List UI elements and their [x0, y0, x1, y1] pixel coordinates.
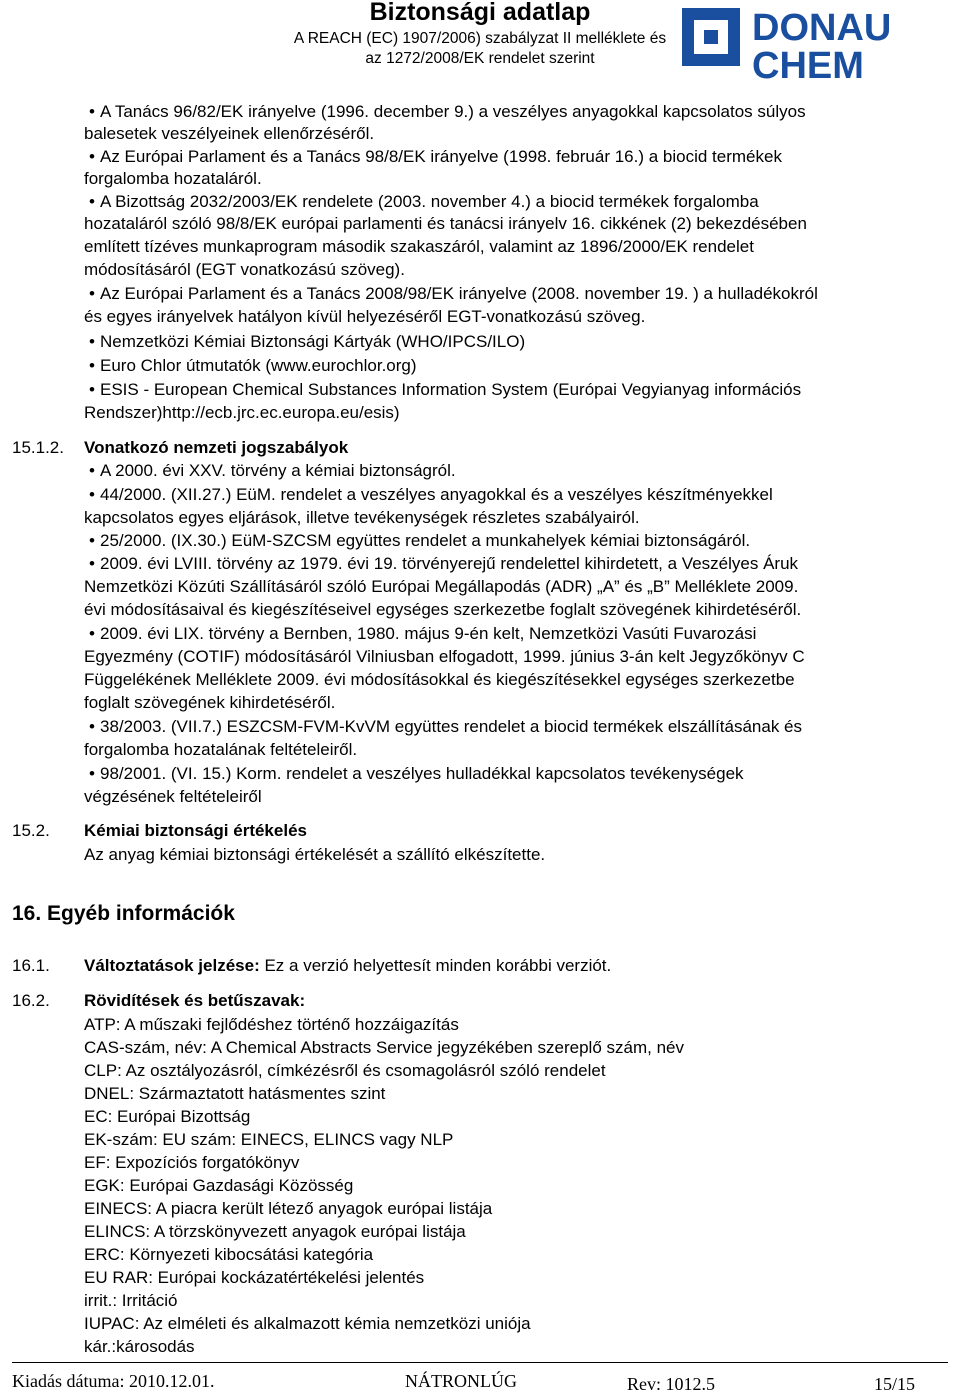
bullet-icon: •	[89, 485, 95, 504]
section-heading: 16. Egyéb információk	[12, 902, 235, 925]
footer-divider	[12, 1362, 948, 1363]
bullet-icon: •	[89, 624, 95, 643]
abbreviation-list	[84, 1013, 684, 1358]
list-item-continuation: Függelékének Melléklete 2009. évi módosításokkal és kiegészítésekkel egységes szerkezetbe	[84, 670, 795, 689]
list-item-continuation: forgalomba hozataláról.	[84, 169, 262, 188]
issue-date: Kiadás dátuma: 2010.12.01.	[12, 1371, 215, 1391]
section-title: Rövidítések és betűszavak:	[84, 991, 306, 1010]
section-title: Kémiai biztonsági értékelés	[84, 821, 307, 840]
page-number: 15/15	[874, 1374, 916, 1394]
list-item-continuation: és egyes irányelvek hatályon kívül helyezéséről EGT-vonatkozású szöveg.	[84, 307, 646, 326]
list-item-continuation: forgalomba hozatalának feltételeiről.	[84, 740, 358, 759]
abbreviation-item: CLP: Az osztályozásról, címkézésről és csomagolásról szóló rendelet	[84, 1061, 606, 1080]
list-item-continuation: Egyezmény (COTIF) módosításáról Vilniusban elfogadott, 1999. június 3-án kelt Jegyzőkönyv C	[84, 647, 805, 666]
abbreviation-item: irrit.: Irritáció	[84, 1291, 178, 1310]
list-item: • A Tanács 96/82/EK irányelve (1996. december 9.) a veszélyes anyagokkal kapcsolatos súlyos	[84, 101, 956, 123]
list-item-continuation: foglalt szövegének kihirdetéséről.	[84, 693, 336, 712]
abbreviation-item: ATP: A műszaki fejlődéshez történő hozzáigazítás	[84, 1015, 459, 1034]
bullet-icon: •	[89, 192, 95, 211]
section-title: Változtatások jelzése:	[84, 956, 260, 975]
abbreviation-item: EK-szám: EU szám: EINECS, ELINCS vagy NLP	[84, 1130, 454, 1149]
list-item: • 44/2000. (XII.27.) EüM. rendelet a veszélyes anyagokkal és a veszélyes készítményekkel	[84, 484, 773, 506]
abbreviation-item: ERC: Környezeti kibocsátási kategória	[84, 1245, 374, 1264]
bullet-icon: •	[89, 332, 95, 351]
list-item-continuation: módosításáról (EGT vonatkozású szöveg).	[84, 260, 405, 279]
list-item-continuation: végzésének feltételeiről	[84, 787, 262, 806]
abbreviation-item: ELINCS: A törzskönyvezett anyagok európai listája	[84, 1222, 466, 1241]
list-item: • 38/2003. (VII.7.) ESZCSM-FVM-KvVM együttes rendelet a biocid termékek elszállításának és	[84, 716, 802, 738]
section-text: Változtatások jelzése: Ez a verzió helyettesít minden korábbi verziót.	[84, 956, 612, 975]
abbreviation-item: DNEL: Származtatott hatásmentes szint	[84, 1084, 386, 1103]
list-item-continuation: kapcsolatos egyes eljárások, illetve tevékenységek részletes szabályairól.	[84, 508, 640, 527]
list-item-continuation: balesetek veszélyeinek ellenőrzéséről.	[84, 124, 375, 143]
bullet-icon: •	[89, 380, 95, 399]
section-text: Az anyag kémiai biztonsági értékelését a szállító elkészítette.	[84, 845, 546, 864]
list-item: • A Bizottság 2032/2003/EK rendelete (2003. november 4.) a biocid termékek forgalomba	[84, 191, 759, 213]
revision: Rev: 1012.5	[627, 1374, 715, 1394]
logo-text-donau: DONAU	[752, 7, 892, 49]
bullet-icon: •	[89, 102, 95, 121]
list-item-continuation: évi módosításaival és kiegészítéseivel egységes szerkezetbe foglalt szövegének kihirdetéséről.	[84, 600, 802, 619]
list-item: • Nemzetközi Kémiai Biztonsági Kártyák (WHO/IPCS/ILO)	[84, 331, 525, 353]
list-item-continuation: Rendszer)http://ecb.jrc.ec.europa.eu/esis)	[84, 403, 400, 422]
bullet-icon: •	[89, 284, 95, 303]
page-header	[0, 0, 960, 80]
section-number: 15.1.2.	[12, 438, 64, 457]
list-item-continuation: említett tízéves munkaprogram második szakaszáról, valamint az 1896/2000/EK rendelet	[84, 237, 754, 256]
list-item: • 2009. évi LIX. törvény a Bernben, 1980. május 9-én kelt, Nemzetközi Vasúti Fuvarozási	[84, 623, 756, 645]
bullet-icon: •	[89, 764, 95, 783]
bullet-icon: •	[89, 531, 95, 550]
bullet-icon: •	[89, 461, 95, 480]
section-number: 16.1.	[12, 956, 50, 975]
bullet-icon: •	[89, 717, 95, 736]
product-name: NÁTRONLÚG	[405, 1371, 517, 1391]
list-item-continuation: Nemzetközi Közúti Szállításáról szóló Európai Megállapodás (ADR) „A” és „B” Melléklete 2009.	[84, 577, 799, 596]
logo-text-chem: CHEM	[752, 45, 864, 80]
abbreviation-item: CAS-szám, név: A Chemical Abstracts Service jegyzékében szereplő szám, név	[84, 1038, 684, 1057]
list-item: • Az Európai Parlament és a Tanács 98/8/EK irányelve (1998. február 16.) a biocid termékek	[84, 146, 782, 168]
section-number: 16.2.	[12, 991, 50, 1010]
list-item: • 98/2001. (VI. 15.) Korm. rendelet a veszélyes hulladékkal kapcsolatos tevékenységek	[84, 763, 744, 785]
list-item: • A 2000. évi XXV. törvény a kémiai biztonságról.	[84, 460, 456, 482]
bullet-icon: •	[89, 356, 95, 375]
donau-chem-logo	[680, 6, 958, 80]
list-item: • Euro Chlor útmutatók (www.eurochlor.org)	[84, 355, 417, 377]
abbreviation-item: EU RAR: Európai kockázatértékelési jelentés	[84, 1268, 425, 1287]
list-item: • Az Európai Parlament és a Tanács 2008/98/EK irányelve (2008. november 19. ) a hulladékokról	[84, 283, 818, 305]
document-title: Biztonsági adatlap	[369, 0, 591, 26]
section-number: 15.2.	[12, 821, 50, 840]
abbreviation-item: EC: Európai Bizottság	[84, 1107, 251, 1126]
document-subtitle-line2: az 1272/2008/EK rendelet szerint	[365, 50, 595, 67]
abbreviation-item: IUPAC: Az elméleti és alkalmazott kémia nemzetközi uniója	[84, 1314, 531, 1333]
list-item: • 25/2000. (IX.30.) EüM-SZCSM együttes rendelet a munkahelyek kémiai biztonságáról.	[84, 530, 750, 552]
abbreviation-item: EGK: Európai Gazdasági Közösség	[84, 1176, 354, 1195]
section-title: Vonatkozó nemzeti jogszabályok	[84, 438, 349, 457]
abbreviation-item: EINECS: A piacra került létező anyagok európai listája	[84, 1199, 493, 1218]
bullet-icon: •	[89, 554, 95, 573]
document-subtitle-line1: A REACH (EC) 1907/2006) szabályzat II melléklete és	[293, 30, 667, 47]
list-item-continuation: hozataláról szóló 98/8/EK európai parlamenti és tanácsi irányelv 16. cikkének (2) bekezdésében	[84, 214, 807, 233]
abbreviation-item: EF: Expozíciós forgatókönyv	[84, 1153, 300, 1172]
list-item: • 2009. évi LVIII. törvény az 1979. évi 19. törvényerejű rendelettel kihirdetett, a Veszélyes Áruk	[84, 553, 798, 575]
abbreviation-item: kár.:károsodás	[84, 1337, 195, 1356]
list-item: • ESIS - European Chemical Substances Information System (Európai Vegyianyag információs	[84, 379, 801, 401]
bullet-icon: •	[89, 147, 95, 166]
